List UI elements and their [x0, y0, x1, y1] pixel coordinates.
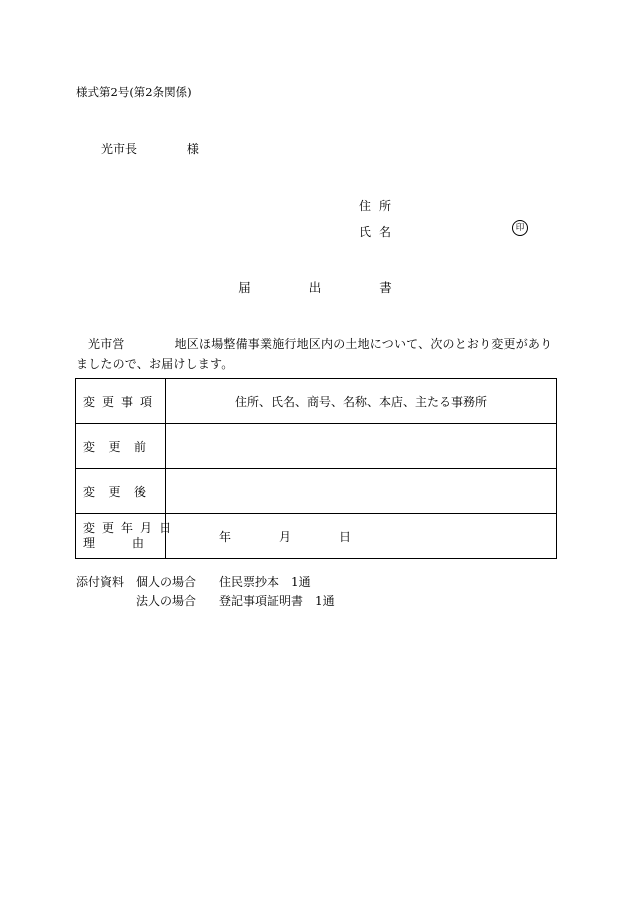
change-items-value: 住所、氏名、商号、名称、本店、主たる事務所: [166, 379, 557, 424]
table-row: [76, 379, 557, 424]
year-unit: 年: [219, 529, 232, 544]
address-label: 住所: [359, 199, 400, 213]
table-row: [76, 514, 557, 559]
document-title-char: 出: [308, 280, 322, 295]
row-label: 変 更 事 項: [76, 379, 166, 424]
name-label: 氏名: [359, 225, 400, 239]
table-row: [76, 469, 557, 514]
table-row: [76, 424, 557, 469]
document-title: [0, 281, 630, 295]
change-form-table: [75, 378, 557, 559]
day-unit: 日: [339, 529, 352, 544]
row-label: 変 更 後: [76, 469, 166, 514]
body-text: 地区ほ場整備事業施行地区内の土地について、次のとおり変更がありましたので、お届けします。: [76, 337, 553, 371]
attachment-case: 法人の場合: [136, 594, 197, 608]
row-label: 変 更 前: [76, 424, 166, 469]
attachments: [76, 573, 335, 611]
document-title-char: 届: [238, 280, 251, 295]
attachment-case: 個人の場合: [136, 575, 197, 589]
attachments-heading: 添付資料: [76, 575, 125, 589]
month-unit: 月: [279, 529, 292, 544]
addressee-honorific: 様: [186, 142, 199, 156]
row-label: 変 更 年 月 日 理 由: [76, 514, 166, 559]
document-title-char: 書: [379, 280, 392, 295]
addressee: [101, 142, 199, 156]
after-change-field[interactable]: [166, 469, 557, 514]
addressee-title: 光市長: [101, 142, 138, 156]
body-prefix: 光市営: [88, 337, 125, 351]
body-paragraph: [76, 334, 556, 374]
attachment-row: [76, 592, 335, 611]
before-change-field[interactable]: [166, 424, 557, 469]
change-date-field[interactable]: [166, 514, 557, 559]
attachment-row: [76, 573, 335, 592]
seal-mark: 印: [512, 220, 528, 236]
form-number: 様式第2号(第2条関係): [76, 85, 192, 99]
attachment-doc: 登記事項証明書 1通: [219, 594, 335, 608]
attachment-doc: 住民票抄本 1通: [219, 575, 311, 589]
